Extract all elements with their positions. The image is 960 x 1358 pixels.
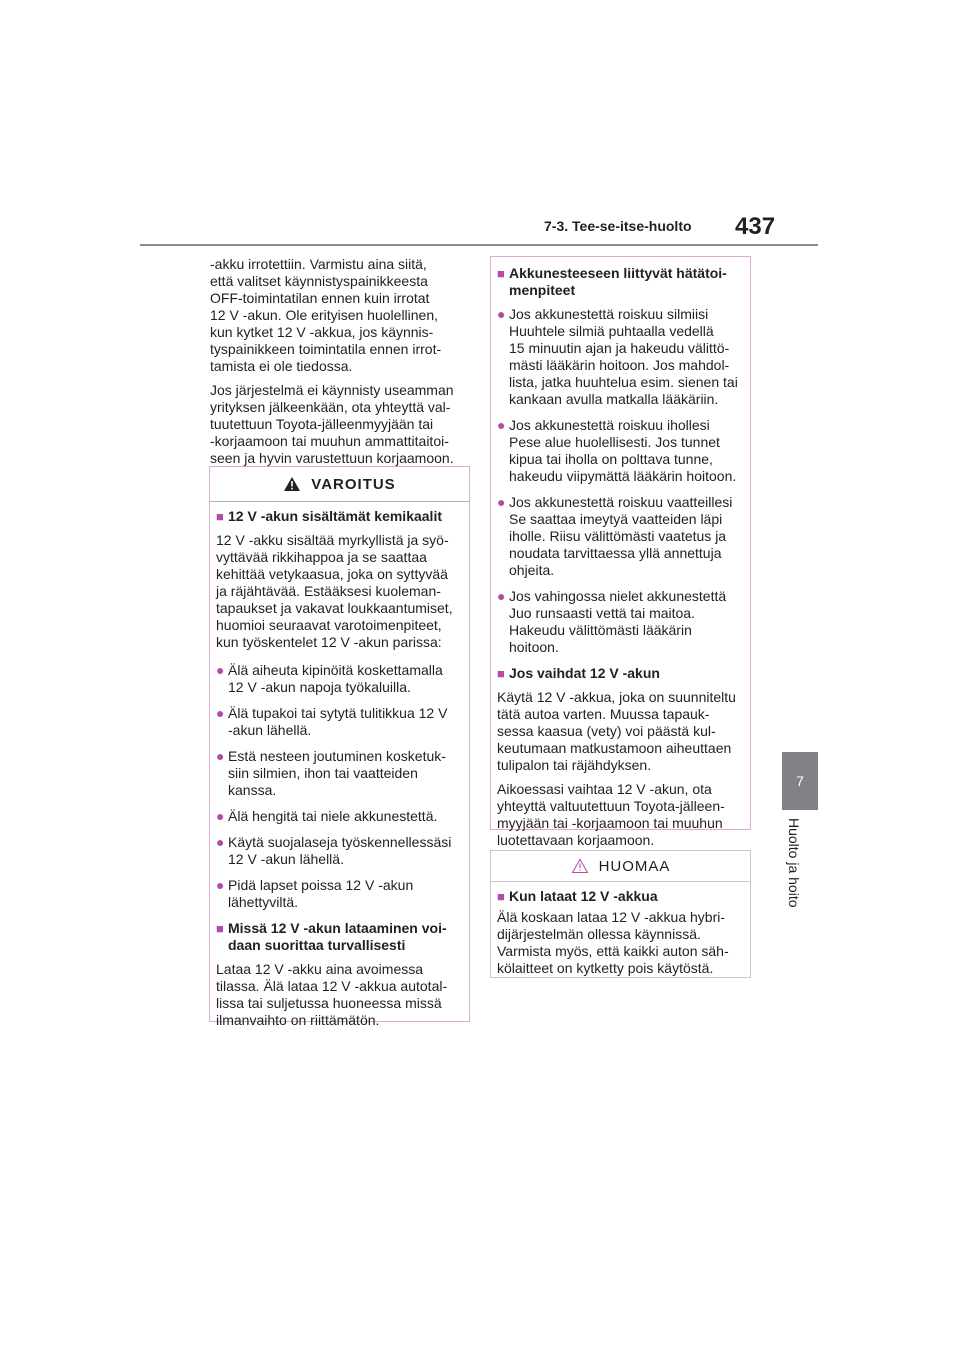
line: 12 V -akku sisältää myrkyllistä ja syö- [216,532,449,548]
line: yrityksen jälkeenkään, ota yhteyttä val- [210,399,451,415]
dot-bullet-icon: ● [497,417,506,433]
line: keutumaan matkustamoon aiheuttaen [497,740,732,756]
dot-bullet-icon: ● [216,808,225,824]
line: kölaitteet on kytketty pois käytöstä. [497,960,714,976]
dot-bullet-icon: ● [216,748,225,764]
section-title: 7-3. Tee-se-itse-huolto [544,218,692,234]
page-number: 437 [735,213,776,240]
line: sessa kaasua (vety) voi päästä kul- [497,723,716,739]
line: -korjaamoon tai muuhun ammattitaitoi- [210,433,449,449]
list-item: ● Jos akkunestettä roiskuu ihollesi Pese alue huolellisesti. Jos tunnet kipua tai iholla on polttava tunne, hakeudu viipymättä lääkärin hoitoon. [497,417,737,484]
caution-triangle-icon [571,858,589,874]
dot-bullet-icon: ● [216,662,225,678]
square-bullet-icon: ■ [216,509,224,524]
warning-title: VAROITUS [311,475,396,493]
dot-bullet-icon: ● [497,494,506,510]
line: Varmista myös, että kaikki auton säh- [497,943,729,959]
paragraph [216,961,461,1029]
line: Aikoessasi vaihtaa 12 V -akun, ota [497,781,712,797]
paragraph [497,909,742,977]
left-text [210,256,470,467]
list-item: ● Jos akkunestettä roiskuu silmiisi Huuhtele silmiä puhtaalla vedellä 15 minuutin ajan ja hakeudu välittö- mästi lääkärin hoitoon. Jos mahdol- lista, jatka huuhtelua esim. sienen tai kankaan avulla matkalla lääkäriin. [497,306,738,407]
list-item: ● Jos akkunestettä roiskuu vaatteillesi Se saattaa imeytyä vaatteiden läpi iholle. Riisu välittömästi vaatetus ja noudata tarvittaessa yllä annettuja ohjeita. [497,494,733,578]
square-bullet-icon: ■ [497,889,505,904]
line: tuutettuun Toyota-jälleenmyyjään tai [210,416,434,432]
list-item: ● Käytä suojalaseja työskennellessäsi 12 V -akun lähellä. [216,834,452,867]
line: Lataa 12 V -akku aina avoimessa [216,961,424,977]
dot-bullet-icon: ● [497,588,506,604]
warning-header [210,467,469,502]
line: seen ja hyvin varustettuun korjaamoon. [210,450,454,466]
line: 12 V -akun. Ole erityisen huolellinen, [210,307,439,323]
line: yhteyttä valtuutettuun Toyota-jälleen- [497,798,725,814]
list-item: ● Pidä lapset poissa 12 V -akun lähettyviltä. [216,877,414,910]
line: Älä koskaan lataa 12 V -akkua hybri- [497,909,726,925]
line: tulipalon tai räjähdyksen. [497,757,652,773]
line: kun kytket 12 V -akkua, jos käynnis- [210,324,434,340]
notice-title: HUOMAA [598,857,671,875]
line: tapaukset ja vakavat loukkaantumiset, [216,600,453,616]
list-item: ● Jos vahingossa nielet akkunestettä Juo runsaasti vettä tai maitoa. Hakeudu välittömästi lääkärin hoitoon. [497,588,727,655]
line: -akku irrotettiin. Varmistu aina siitä, [210,256,427,272]
line: dijärjestelmän ollessa käynnissä. [497,926,701,942]
paragraph [497,689,742,774]
chapter-tab: 7 [782,752,818,810]
warning-body [210,502,469,1035]
notice-header [491,851,750,882]
line: tätä autoa varten. Muussa tapauk- [497,706,710,722]
subsection-title: ■ Kun lataat 12 V -akkua [497,888,658,904]
square-bullet-icon: ■ [216,921,224,936]
warning-box-continued [490,256,751,848]
line: ja räjähtävää. Estääksesi kuoleman- [216,583,441,599]
paragraph [210,382,470,467]
line: lissa tai suljetussa huoneessa missä [216,995,442,1011]
line: Jos järjestelmä ei käynnisty useamman [210,382,454,398]
line: kehittää vetykaasua, joka on syttyvää [216,566,448,582]
notice-box [490,850,751,978]
warning-triangle-icon [283,476,301,492]
list-item: ● Estä nesteen joutuminen kosketuk- siin silmien, ihon tai vaatteiden kanssa. [216,748,446,798]
line: huomioi seuraavat varotoimenpiteet, [216,617,442,633]
dot-bullet-icon: ● [216,705,225,721]
header-rule [140,244,818,246]
notice-body [491,882,750,983]
dot-bullet-icon: ● [497,306,506,322]
line: kun työskentelet 12 V -akun parissa: [216,634,442,650]
line: tamista ei ole tiedossa. [210,358,353,374]
square-bullet-icon: ■ [497,266,505,281]
list-item: ● Älä hengitä tai niele akkunestettä. [216,808,438,824]
subsection-title: ■ 12 V -akun sisältämät kemikaalit [216,508,442,524]
subsection-title: ■ Akkunesteeseen liittyvät hätätoi- menpiteet [497,265,727,298]
line: luotettavaan korjaamoon. [497,832,655,848]
subsection-title: ■ Jos vaihdat 12 V -akun [497,665,660,681]
paragraph [497,781,742,849]
chapter-side-label: Huolto ja hoito [786,818,802,908]
line: Käytä 12 V -akkua, joka on suunniteltu [497,689,736,705]
list-item: ● Älä tupakoi tai sytytä tulitikkua 12 V -akun lähellä. [216,705,448,738]
line: ilmanvaihto on riittämätön. [216,1012,380,1028]
square-bullet-icon: ■ [497,666,505,681]
line: myyjään tai -korjaamoon tai muuhun [497,815,723,831]
warning-body-continued [491,257,750,855]
line: OFF-toimintatilan ennen kuin irrotat [210,290,430,306]
dot-bullet-icon: ● [216,834,225,850]
line: että valitset käynnistyspainikkeesta [210,273,428,289]
warning-box [209,466,470,1028]
dot-bullet-icon: ● [216,877,225,893]
line: vyttävää rikkihappoa ja se saattaa [216,549,427,565]
line: tyspainikkeen toimintatila ennen irrot- [210,341,442,357]
paragraph [216,532,461,651]
line: tilassa. Älä lataa 12 V -akkua autotal- [216,978,448,994]
subsection-title: ■ Missä 12 V -akun lataaminen voi- daan suorittaa turvallisesti [216,920,447,953]
list-item: ● Älä aiheuta kipinöitä koskettamalla 12 V -akun napoja työkaluilla. [216,662,443,695]
continued-paragraph [210,256,470,375]
